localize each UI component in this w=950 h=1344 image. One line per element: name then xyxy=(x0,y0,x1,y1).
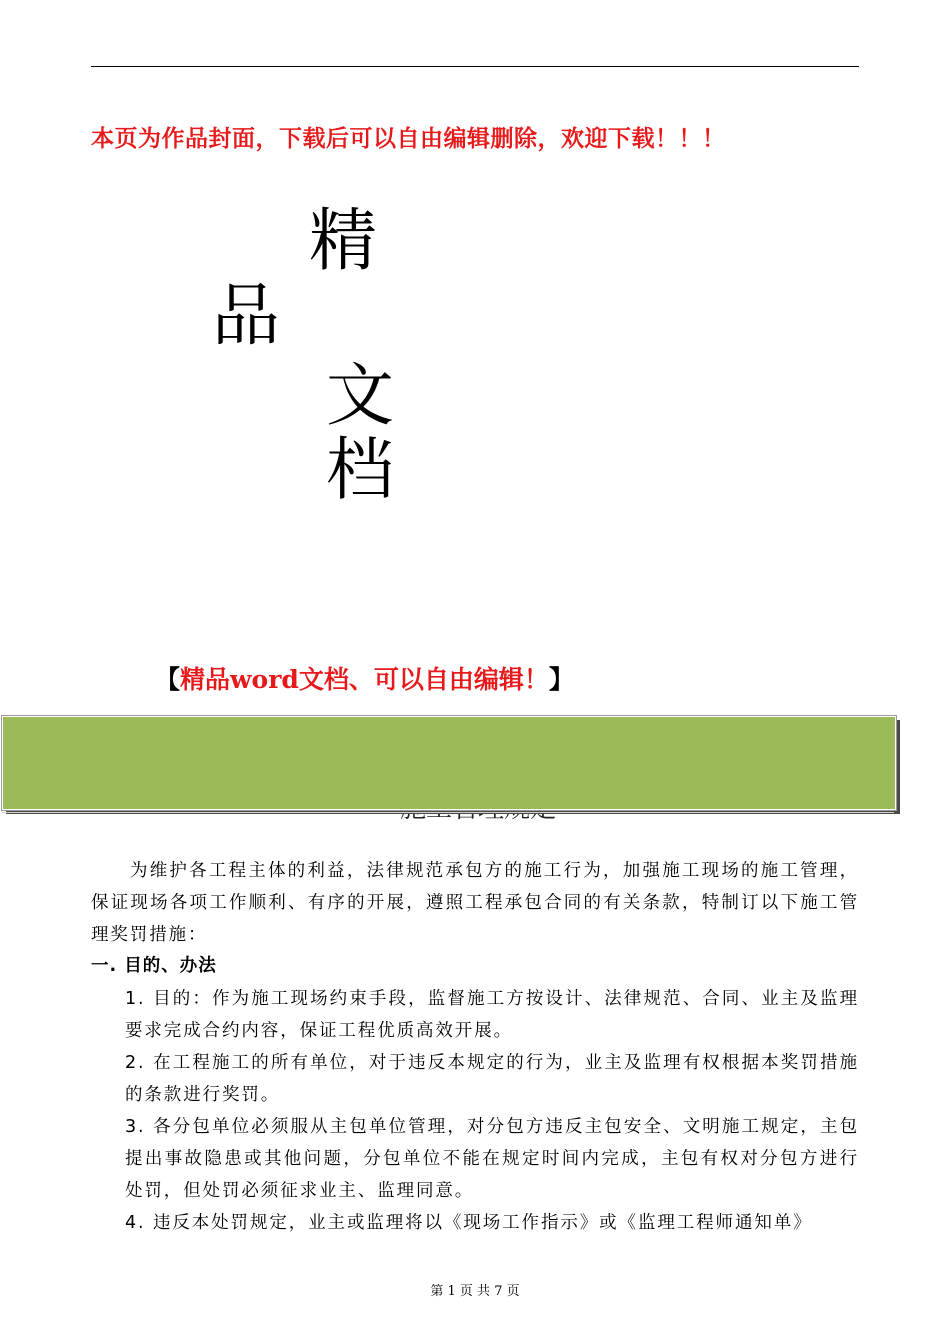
bracket-open: 【 xyxy=(155,665,181,694)
cover-char-pin: 品 xyxy=(212,277,281,356)
section-heading: 一. 目的、办法 xyxy=(91,956,217,976)
cover-char-dang: 档 xyxy=(326,431,395,510)
list-item: 2. 在工程施工的所有单位，对于违反本规定的行为，业主及监理有权根据本奖罚措施的条款进行奖罚。 xyxy=(125,1053,859,1105)
list-item: 1. 目的：作为施工现场约束手段，监督施工方按设计、法律规范、合同、业主及监理要求完成合约内容，保证工程优质高效开展。 xyxy=(125,989,859,1041)
cover-char-jing: 精 xyxy=(309,202,378,281)
green-banner-box xyxy=(2,716,896,810)
intro-paragraph: 为维护各工程主体的利益，法律规范承包方的施工行为，加强施工现场的施工管理，保证现场各项工作顺利、有序的开展，遵照工程承包合同的有关条款，特制订以下施工管理奖罚措施： xyxy=(91,861,859,945)
page-number: 第 1 页 共 7 页 xyxy=(430,1284,520,1299)
cover-char-wen: 文 xyxy=(326,357,395,436)
list-item: 4. 违反本处罚规定，业主或监理将以《现场工作指示》或《监理工程师通知单》 xyxy=(125,1213,813,1233)
banner-underline xyxy=(2,812,894,813)
editable-text: 精品word文档、可以自由编辑！ xyxy=(180,665,549,694)
bracket-close: 】 xyxy=(548,665,574,694)
list-item: 3. 各分包单位必须服从主包单位管理，对分包方违反主包安全、文明施工规定，主包提出事故隐患或其他问题，分包单位不能在规定时间内完成，主包有权对分包方进行处罚，但处罚必须征求业主、监理同意。 xyxy=(125,1117,859,1201)
cover-notice: 本页为作品封面，下载后可以自由编辑删除，欢迎下载！！！ xyxy=(91,126,726,152)
header-rule xyxy=(91,66,859,67)
editable-banner xyxy=(155,660,574,696)
